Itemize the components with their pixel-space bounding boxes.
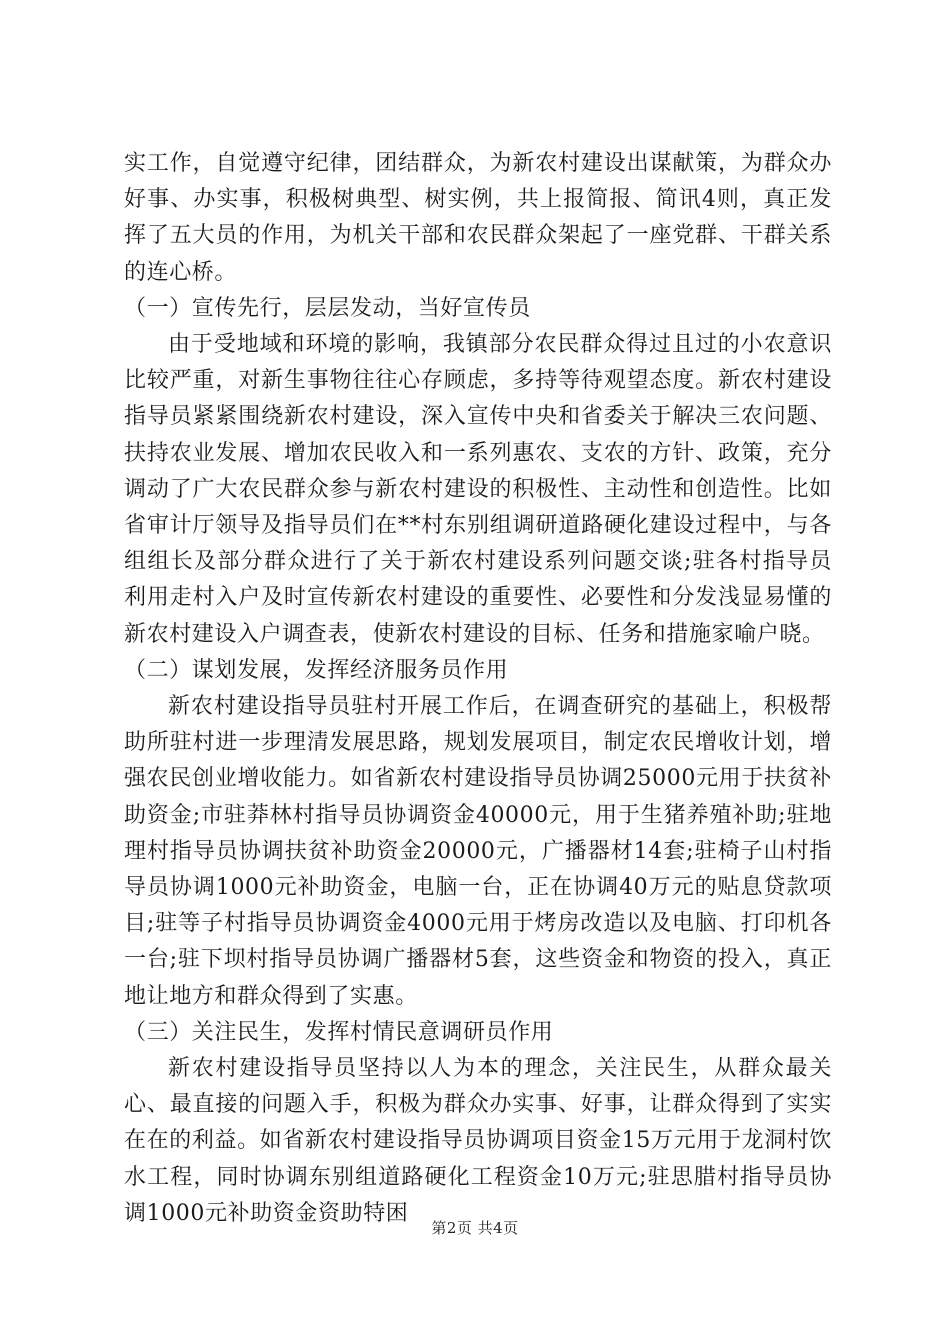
paragraph-economy: 新农村建设指导员驻村开展工作后，在调查研究的基础上，积极帮助所驻村进一步理清发展思路，规划发展项目，制定农民增收计划，增强农民创业增收能力。如省新农村建设指导员协调25000元用于扶贫补助资金;市驻莽林村指导员协调资金40000元，用于生猪养殖补助;驻地理村指导员协调扶贫补助资金20000元，广播器材14套;驻椅子山村指导员协调1000元补助资金，电脑一台，正在协调40万元的贴息贷款项目;驻等子村指导员协调资金4000元用于烤房改造以及电脑、打印机各一台;驻下坝村指导员协调广播器材5套，这些资金和物资的投入，真正地让地方和群众得到了实惠。 [124, 694, 832, 1009]
paragraph-publicity: 由于受地域和环境的影响，我镇部分农民群众得过且过的小农意识比较严重，对新生事物往往心存顾虑，多持等待观望态度。新农村建设指导员紧紧围绕新农村建设，深入宣传中央和省委关于解决三农问题、扶持农业发展、增加农民收入和一系列惠农、支农的方针、政策，充分调动了广大农民群众参与新农村建设的积极性、主动性和创造性。比如省审计厅领导及指导员们在**村东别组调研道路硬化建设过程中，与各组组长及部分群众进行了关于新农村建设系列问题交谈;驻各村指导员利用走村入户及时宣传新农村建设的重要性、必要性和分发浅显易懂的新农村建设入户调查表，使新农村建设的目标、任务和措施家喻户晓。 [124, 332, 832, 647]
section-heading-3: （三）关注民生，发挥村情民意调研员作用 [124, 1019, 554, 1045]
paragraph-continued: 实工作，自觉遵守纪律，团结群众，为新农村建设出谋献策，为群众办好事、办实事，积极树典型、树实例，共上报简报、简讯4则，真正发挥了五大员的作用，为机关干部和农民群众架起了一座党群、干群关系的连心桥。 [124, 151, 832, 285]
document-body [124, 146, 832, 1232]
section-heading-2: （二）谋划发展，发挥经济服务员作用 [124, 657, 509, 683]
section-heading-1: （一）宣传先行，层层发动，当好宣传员 [124, 295, 531, 321]
paragraph-livelihood: 新农村建设指导员坚持以人为本的理念，关注民生，从群众最关心、最直接的问题入手，积极为群众办实事、好事，让群众得到了实实在在的利益。如省新农村建设指导员协调项目资金15万元用于龙洞村饮水工程，同时协调东别组道路硬化工程资金10万元;驻思腊村指导员协调1000元补助资金资助特困 [124, 1056, 832, 1226]
page-number-footer: 第2页 共4页 [431, 1219, 519, 1237]
